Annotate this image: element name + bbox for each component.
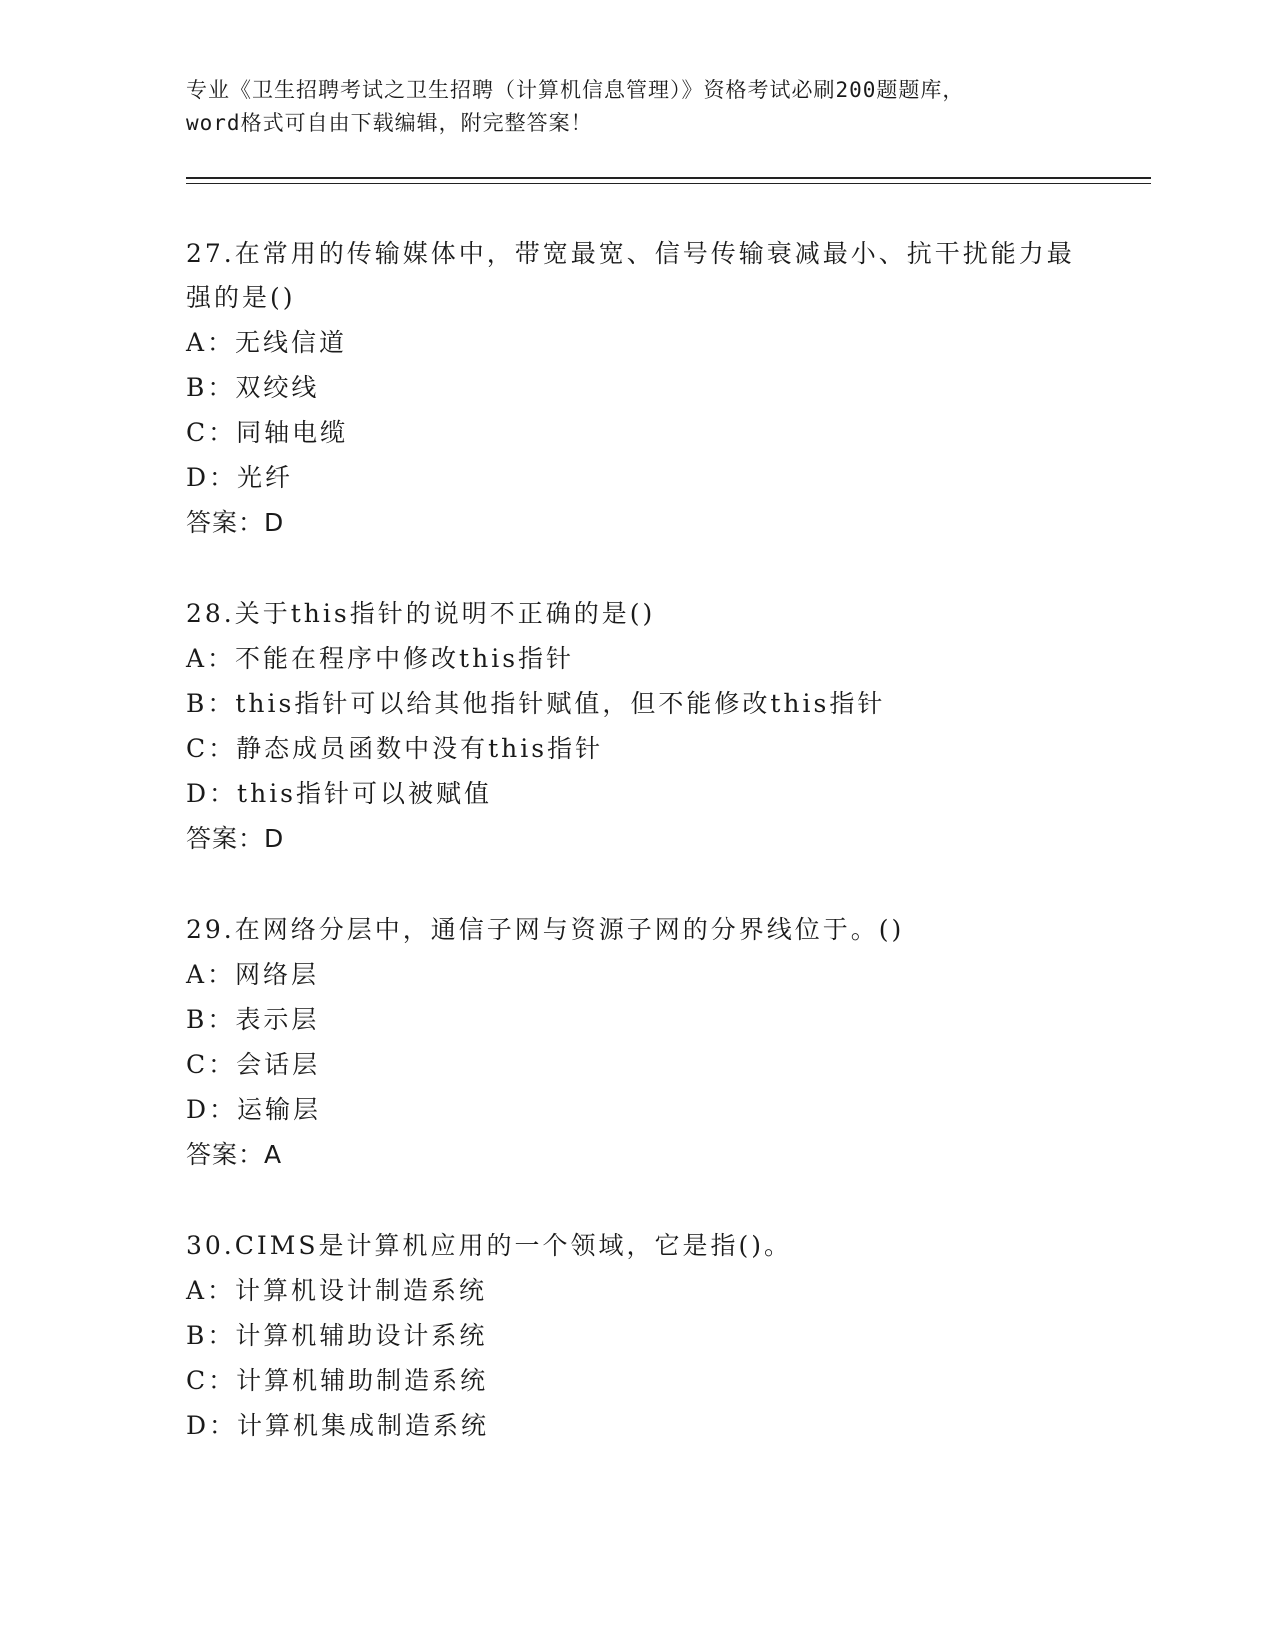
option-a: A：无线信道 — [186, 328, 348, 357]
question-27 — [186, 232, 1086, 546]
question-text: 27.在常用的传输媒体中，带宽最宽、信号传输衰减最小、抗干扰能力最强的是() — [186, 239, 1075, 312]
option-b: B：this指针可以给其他指针赋值，但不能修改this指针 — [186, 689, 886, 718]
option-c: C：同轴电缆 — [186, 418, 349, 447]
option-c: C：静态成员函数中没有this指针 — [186, 734, 604, 763]
answer: 答案：A — [186, 1140, 283, 1169]
question-28 — [186, 592, 1086, 862]
question-29 — [186, 908, 1086, 1178]
option-c: C：计算机辅助制造系统 — [186, 1366, 489, 1395]
header-divider-thin — [186, 183, 1151, 184]
question-text: 29.在网络分层中，通信子网与资源子网的分界线位于。() — [186, 915, 905, 944]
option-d: D：运输层 — [186, 1095, 322, 1124]
option-c: C：会话层 — [186, 1050, 321, 1079]
option-a: A：计算机设计制造系统 — [186, 1276, 488, 1305]
question-30 — [186, 1224, 1086, 1448]
question-list — [186, 232, 1086, 1494]
document-header — [186, 74, 1106, 140]
header-line-2: word格式可自由下载编辑，附完整答案！ — [186, 111, 593, 135]
option-d: D：this指针可以被赋值 — [186, 779, 493, 808]
option-d: D：计算机集成制造系统 — [186, 1411, 490, 1440]
option-b: B：计算机辅助设计系统 — [186, 1321, 488, 1350]
option-d: D：光纤 — [186, 463, 294, 492]
answer: 答案：D — [186, 508, 285, 537]
option-b: B：表示层 — [186, 1005, 320, 1034]
answer: 答案：D — [186, 824, 285, 853]
header-divider-thick — [186, 177, 1151, 179]
option-a: A：不能在程序中修改this指针 — [186, 644, 575, 673]
option-b: B：双绞线 — [186, 373, 320, 402]
question-text: 30.CIMS是计算机应用的一个领域，它是指()。 — [186, 1231, 792, 1260]
header-line-1: 专业《卫生招聘考试之卫生招聘（计算机信息管理）》资格考试必刷200题题库， — [186, 78, 965, 102]
option-a: A：网络层 — [186, 960, 320, 989]
question-text: 28.关于this指针的说明不正确的是() — [186, 599, 656, 628]
